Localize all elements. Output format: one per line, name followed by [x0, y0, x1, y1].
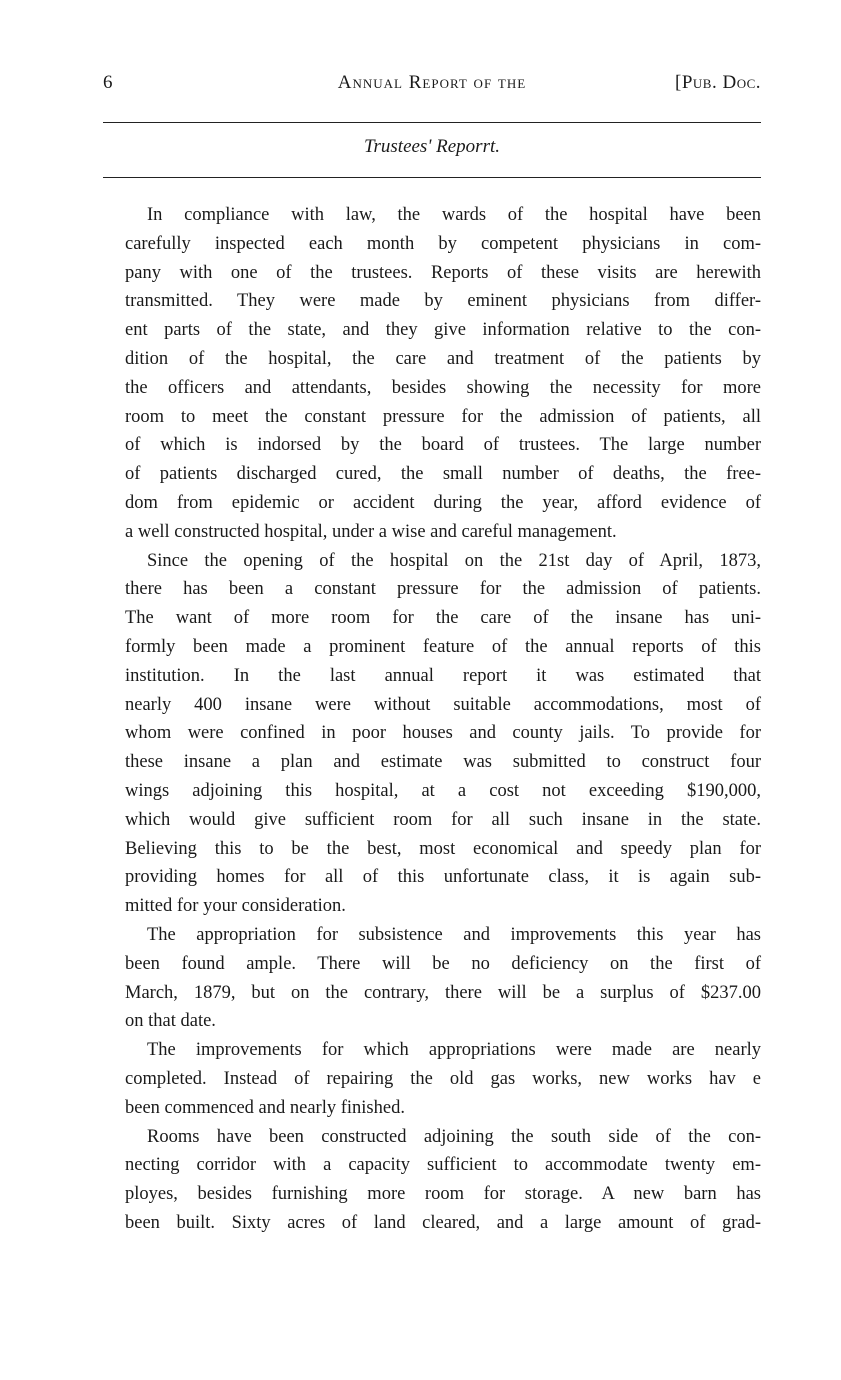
header-rule-bottom	[103, 177, 761, 178]
text-line: Since the opening of the hospital on the 21st day of April, 1873,	[147, 550, 761, 571]
text-line: The want of more room for the care of the insane has uni-	[125, 608, 761, 629]
text-line: formly been made a prominent feature of the annual reports of this	[125, 636, 761, 657]
text-line: dition of the hospital, the care and treatment of the patients by	[125, 348, 761, 369]
text-line: Believing this to be the best, most economical and speedy plan for	[125, 838, 761, 859]
text-line: ent parts of the state, and they give information relative to the con-	[125, 320, 761, 341]
report-body	[103, 201, 761, 1238]
text-line: carefully inspected each month by competent physicians in com-	[125, 233, 761, 254]
text-line: institution. In the last annual report it was estimated that	[125, 665, 761, 686]
text-line: ployes, besides furnishing more room for storage. A new barn has	[125, 1184, 761, 1205]
paragraph	[103, 1036, 761, 1122]
text-line: Rooms have been constructed adjoining the south side of the con-	[147, 1126, 761, 1147]
text-line: In compliance with law, the wards of the hospital have been	[147, 205, 761, 225]
text-line: transmitted. They were made by eminent physicians from differ-	[125, 291, 761, 312]
text-line: March, 1879, but on the contrary, there will be a surplus of $237.00	[125, 982, 761, 1003]
text-line: The improvements for which appropriations were made are nearly	[147, 1040, 761, 1061]
header-rule-top	[103, 122, 761, 123]
text-line: which would give sufficient room for all such insane in the state.	[125, 809, 761, 830]
text-line: been found ample. There will be no deficiency on the first of	[125, 953, 761, 974]
text-line: a well constructed hospital, under a wise and careful management.	[125, 521, 617, 542]
text-line: been built. Sixty acres of land cleared, and a large amount of grad-	[125, 1212, 761, 1233]
text-line: whom were confined in poor houses and county jails. To provide for	[125, 723, 761, 744]
text-line: mitted for your consideration.	[125, 896, 346, 917]
text-line: these insane a plan and estimate was submitted to construct four	[125, 752, 761, 773]
text-line: dom from epidemic or accident during the year, afford evidence of	[125, 492, 761, 513]
paragraph	[103, 547, 761, 921]
text-line: the officers and attendants, besides showing the necessity for more	[125, 377, 761, 398]
text-line: been commenced and nearly finished.	[125, 1097, 405, 1118]
text-line: of patients discharged cured, the small number of deaths, the free-	[125, 464, 761, 485]
text-line: nearly 400 insane were without suitable accommodations, most of	[125, 694, 761, 715]
paragraph	[103, 921, 761, 1036]
text-line: room to meet the constant pressure for the admission of patients, all	[125, 406, 761, 427]
text-line: completed. Instead of repairing the old gas works, new works hav e	[125, 1068, 761, 1089]
text-line: necting corridor with a capacity sufficient to accommodate twenty em-	[125, 1155, 761, 1176]
section-title: Trustees' Reporrt.	[363, 136, 500, 157]
paragraph	[103, 201, 761, 547]
running-title: Annual Report of the	[337, 72, 527, 93]
text-line: there has been a constant pressure for the admission of patients.	[125, 579, 761, 600]
text-line: providing homes for all of this unfortunate class, it is again sub-	[125, 867, 761, 888]
document-type: [Pub. Doc.	[675, 72, 761, 93]
text-line: pany with one of the trustees. Reports of these visits are herewith	[125, 262, 761, 283]
text-line: wings adjoining this hospital, at a cost not exceeding $190,000,	[125, 780, 761, 801]
page-header	[103, 72, 761, 102]
text-line: The appropriation for subsistence and improvements this year has	[147, 924, 761, 945]
page-number: 6	[103, 72, 113, 93]
paragraph	[103, 1123, 761, 1238]
text-line: on that date.	[125, 1011, 216, 1032]
text-line: of which is indorsed by the board of trustees. The large number	[125, 435, 761, 456]
